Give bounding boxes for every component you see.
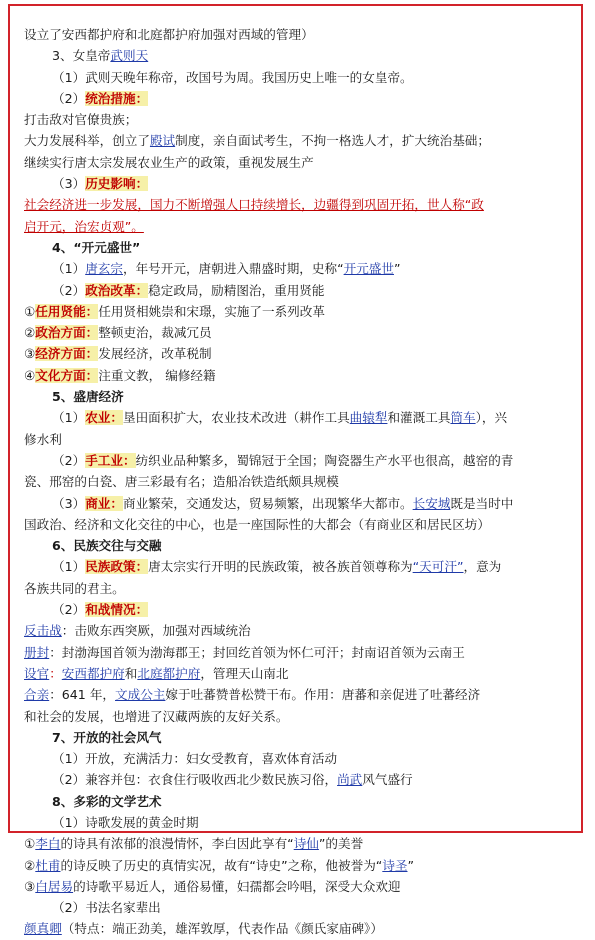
text-run: ④ [24,367,36,383]
text-run: （1）诗歌发展的黄金时期 [52,814,199,830]
text-line [24,876,576,897]
text-line [24,748,576,769]
key-label: 政治方面： [35,325,99,341]
text-line [24,812,576,833]
text-run: （2）书法名家辈出 [52,900,161,916]
text-run: 和社会的发展，也增进了汉藏两族的友好关系。 [24,708,289,724]
text-line [24,301,576,322]
text-run: ，管理天山南北 [200,665,289,681]
text-run: ” [407,857,415,873]
key-label: 政治改革： [85,282,149,298]
text-run: ② [24,857,36,873]
term-link[interactable]: 颜真卿 [24,921,62,937]
text-run: ： [49,665,62,681]
text-run: 大力发展科举，创立了 [24,133,150,149]
text-run: 的诗歌平易近人，通俗易懂，妇孺都会吟唱，深受大众欢迎 [73,878,401,894]
text-run: 修水利 [24,431,62,447]
text-run: 设立了安西都护府和北庭都护府加强对西域的管理） [24,27,314,42]
text-line [24,833,576,854]
text-run: 注重文教， 编修经籍 [98,367,216,383]
text-run: ③ [24,878,36,894]
text-line [24,429,576,450]
term-link[interactable]: 合亲 [24,687,50,703]
text-run: （1） [52,261,86,277]
term-link[interactable]: 殿试 [149,133,176,149]
text-run: 国政治、经济和文化交往的中心，也是一座国际性的大都会（有商业区和居民区坊） [24,516,490,532]
term-link[interactable]: 尚武 [337,772,363,788]
text-run: 瓷、邢窑的白瓷、唐三彩最有名；造船冶铁造纸颇具规模 [24,474,339,490]
key-label: 文化方面： [35,367,99,383]
term-link[interactable]: 武则天 [110,48,149,64]
text-line [24,514,576,535]
text-run: ：击败东西突厥，加强对西域统治 [61,623,251,639]
text-run: ：641 年， [49,687,116,703]
key-label: 经济方面： [35,346,99,362]
text-line [24,130,576,151]
text-run: 发展经济，改革税制 [98,346,212,362]
text-line [24,88,576,109]
text-run: 各族共同的君主。 [24,580,125,596]
text-run: ③ [24,346,36,362]
text-run: 商业繁荣，交通发达，贸易频繁，出现繁华大都市。 [122,495,413,511]
term-link[interactable]: 诗仙 [293,836,319,852]
text-run: （特点：端正劲美，雄浑敦厚，代表作品《颜氏家庙碑》） [61,921,383,937]
text-line [24,365,576,386]
text-line [24,663,576,684]
section-heading: 6、民族交往与交融 [52,538,162,554]
text-line [24,280,576,301]
text-run: 唐太宗实行开明的民族政策，被各族首领尊称为 [148,559,413,575]
text-line [24,791,576,812]
history-notes-body [24,24,576,940]
text-line [24,706,576,727]
text-run: 和 [124,665,138,681]
key-label: 商业： [85,495,123,511]
section-heading: 8、多彩的文学艺术 [52,793,162,809]
text-line [24,67,576,88]
text-run: 社会经济进一步发展，国力不断增强人口持续增长，边疆得到巩固开拓，世人称“政 [24,197,484,213]
text-run: ：封渤海国首领为渤海郡王；封回纥首领为怀仁可汗；封南诏首领为云南王 [49,644,465,660]
text-run: 的诗反映了历史的真情实况，故有“诗史”之称，他被誉为“ [60,857,383,873]
key-label: 统治措施： [85,90,149,106]
text-line [24,642,576,663]
text-line [24,556,576,577]
term-link[interactable]: “天可汗” [412,559,464,575]
text-line [24,322,576,343]
term-link[interactable]: 开元盛世 [343,261,394,277]
text-line [24,216,576,237]
section-heading: 4、“开元盛世” [52,239,141,255]
text-line [24,578,576,599]
text-run: （3） [52,495,86,511]
text-run: （1）开放，充满活力：妇女受教育，喜欢体育活动 [52,751,338,767]
text-run: （2） [52,282,86,298]
key-label: 民族政策： [85,559,149,575]
text-run: ② [24,325,36,341]
text-run: 垦田面积扩大，农业技术改进（耕作工具 [122,410,350,426]
text-line [24,343,576,364]
text-run: 既是当时中 [450,495,514,511]
text-line [24,599,576,620]
key-label: 手工业： [85,452,136,468]
text-line [24,535,576,556]
text-line [24,237,576,258]
key-label: 农业： [85,410,123,426]
text-run: 3、女皇帝 [52,48,111,64]
term-link[interactable]: 唐玄宗 [85,261,123,277]
text-run: ），兴 [475,410,508,426]
term-link[interactable]: 安西都护府 [61,665,125,681]
text-line [24,684,576,705]
text-line [24,727,576,748]
term-link[interactable]: 李白 [35,836,61,852]
text-run: ”的美誉 [318,836,364,852]
text-run: （2） [52,602,86,618]
text-line [24,45,576,66]
term-link[interactable]: 杜甫 [35,857,61,873]
term-link[interactable]: 曲辕犁 [349,410,388,426]
term-link[interactable]: 反击战 [24,623,62,639]
key-label: 任用贤能： [35,303,99,319]
text-line [24,386,576,407]
text-run: （1）武则天晚年称帝，改国号为周。我国历史上唯一的女皇帝。 [52,69,413,85]
text-run: 风气盛行 [362,772,413,788]
text-run: 启开元，治宏贞观”。 [24,218,144,234]
term-link[interactable]: 长安城 [412,495,451,511]
text-line [24,407,576,428]
text-run: 打击敌对官僚贵族； [24,112,138,128]
text-line [24,173,576,194]
text-run: 任用贤相姚崇和宋璟，实施了一系列改革 [98,303,325,319]
term-link[interactable]: 册封 [24,644,50,660]
text-line [24,471,576,492]
text-run: 整顿吏治，裁减冗员 [98,325,212,341]
text-run: 纺织业品种繁多，蜀锦冠于全国；陶瓷器生产水平也很高，越窑的青 [135,452,514,468]
text-run: （2） [52,452,86,468]
term-link[interactable]: 诗圣 [382,857,408,873]
text-run: 稳定政局，励精图治，重用贤能 [148,282,325,298]
text-line [24,918,576,939]
term-link[interactable]: 文成公主 [115,687,166,703]
text-line [24,194,576,215]
text-run: （2）兼容并包：衣食住行吸收西北少数民族习俗， [52,772,338,788]
text-run: ” [393,261,401,277]
text-run: ① [24,303,36,319]
text-run: 继续实行唐太宗发展农业生产的政策，重视发展生产 [24,154,314,170]
key-label: 和战情况： [85,602,149,618]
text-line [24,258,576,279]
text-run: 和灌溉工具 [387,410,451,426]
section-heading: 7、开放的社会风气 [52,729,162,745]
key-label: 历史影响： [85,176,149,192]
term-link[interactable]: 筒车 [450,410,476,426]
text-run: （1） [52,559,86,575]
section-heading: 5、盛唐经济 [52,389,124,405]
text-line [24,24,576,45]
text-line [24,450,576,471]
text-line [24,152,576,173]
text-run: 嫁于吐蕃赞普松赞干布。作用：唐蕃和亲促进了吐蕃经济 [165,687,481,703]
text-line [24,855,576,876]
text-run: （2） [52,90,86,106]
term-link[interactable]: 白居易 [35,878,74,894]
text-line [24,620,576,641]
text-run: ，意为 [463,559,502,575]
text-run: ，年号开元，唐朝进入鼎盛时期，史称“ [122,261,344,277]
text-line [24,109,576,130]
text-line [24,493,576,514]
text-run: ① [24,836,36,852]
text-line [24,897,576,918]
term-link[interactable]: 设官 [24,665,50,681]
text-run: （3） [52,176,86,192]
term-link[interactable]: 北庭都护府 [137,665,201,681]
text-run: 的诗具有浓郁的浪漫情怀，李白因此享有“ [60,836,294,852]
text-line [24,769,576,790]
text-run: （1） [52,410,86,426]
text-run: 制度，亲自面试考生，不拘一格选人才，扩大统治基础； [175,133,490,149]
